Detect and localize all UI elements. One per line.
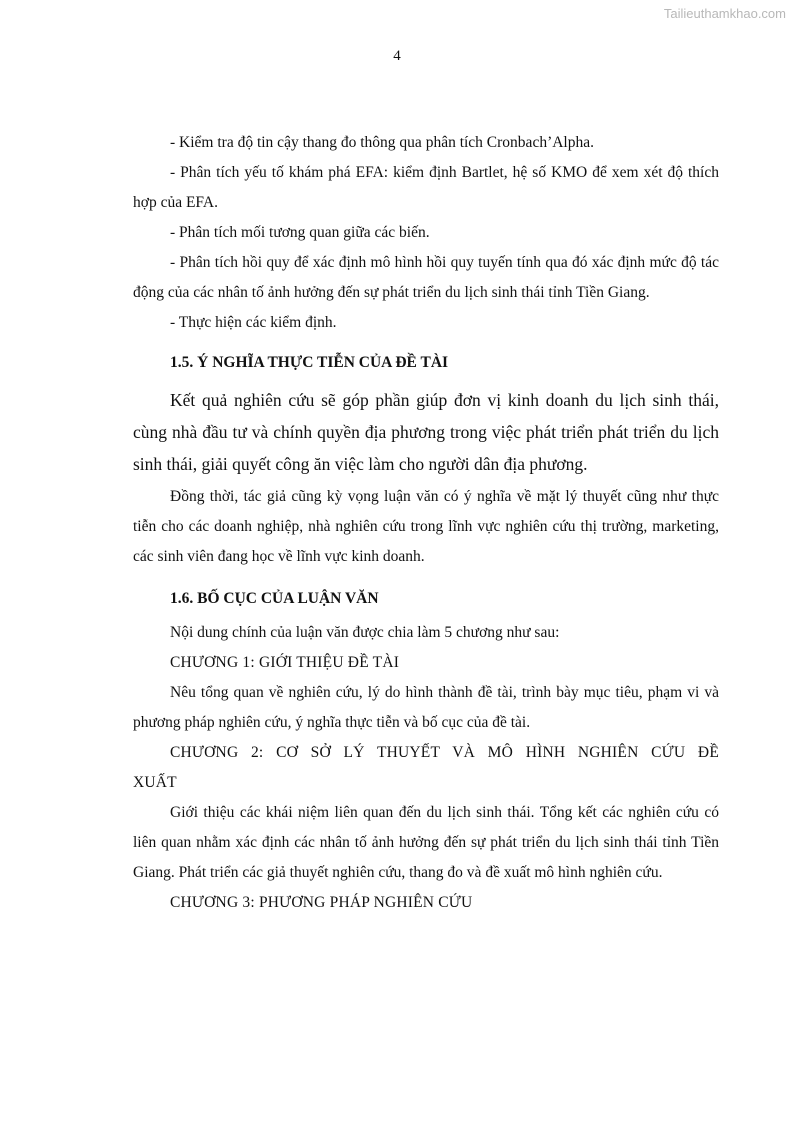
bullet-correlation: - Phân tích mối tương quan giữa các biến. [170,224,430,241]
page-number: 4 [393,48,401,64]
bullet-regression: - Phân tích hồi quy để xác định mô hình hồi quy tuyến tính qua đó xác định mức độ tác động của các nhân tố ảnh hưởng đến sự phát triển du lịch sinh thái tỉnh Tiền Giang. [133,254,719,301]
watermark-text: Tailieuthamkhao.com [663,6,786,21]
bullet-cronbach: - Kiểm tra độ tin cậy thang đo thông qua phân tích Cronbach’Alpha. [170,134,594,151]
chapter-2-title: CHƯƠNG 2: CƠ SỞ LÝ THUYẾT VÀ MÔ HÌNH NGHIÊN CỨU ĐỀ XUẤT [133,744,719,791]
bullet-efa: - Phân tích yếu tố khám phá EFA: kiểm định Bartlet, hệ số KMO để xem xét độ thích hợp của EFA. [133,164,719,211]
section-heading-1-6: 1.6. BỐ CỤC CỦA LUẬN VĂN [170,590,379,607]
document-body [133,128,719,918]
section-heading-1-5: 1.5. Ý NGHĨA THỰC TIỄN CỦA ĐỀ TÀI [170,354,449,371]
section-1-5-paragraph-2: Đồng thời, tác giả cũng kỳ vọng luận văn có ý nghĩa về mặt lý thuyết cũng như thực tiễn cho các doanh nghiệp, nhà nghiên cứu trong lĩnh vực nghiên cứu thị trường, marketing, các sinh viên đang học về lĩnh vực kinh doanh. [133,488,719,565]
section-1-6-intro: Nội dung chính của luận văn được chia làm 5 chương như sau: [170,624,560,641]
chapter-3-title: CHƯƠNG 3: PHƯƠNG PHÁP NGHIÊN CỨU [170,894,473,911]
chapter-1-description: Nêu tổng quan về nghiên cứu, lý do hình thành đề tài, trình bày mục tiêu, phạm vi và phương pháp nghiên cứu, ý nghĩa thực tiễn và bố cục của đề tài. [133,684,719,731]
chapter-1-title: CHƯƠNG 1: GIỚI THIỆU ĐỀ TÀI [170,654,400,671]
chapter-2-description: Giới thiệu các khái niệm liên quan đến du lịch sinh thái. Tổng kết các nghiên cứu có liên quan nhằm xác định các nhân tố ảnh hưởng đến sự phát triển du lịch sinh thái tỉnh Tiền Giang. Phát triển các giả thuyết nghiên cứu, thang đo và đề xuất mô hình nghiên cứu. [133,804,719,881]
bullet-tests: - Thực hiện các kiểm định. [170,314,337,331]
section-1-5-paragraph-1: Kết quả nghiên cứu sẽ góp phần giúp đơn vị kinh doanh du lịch sinh thái, cùng nhà đầu tư và chính quyền địa phương trong việc phát triển phát triển du lịch sinh thái, giải quyết công ăn việc làm cho người dân địa phương. [133,390,719,474]
